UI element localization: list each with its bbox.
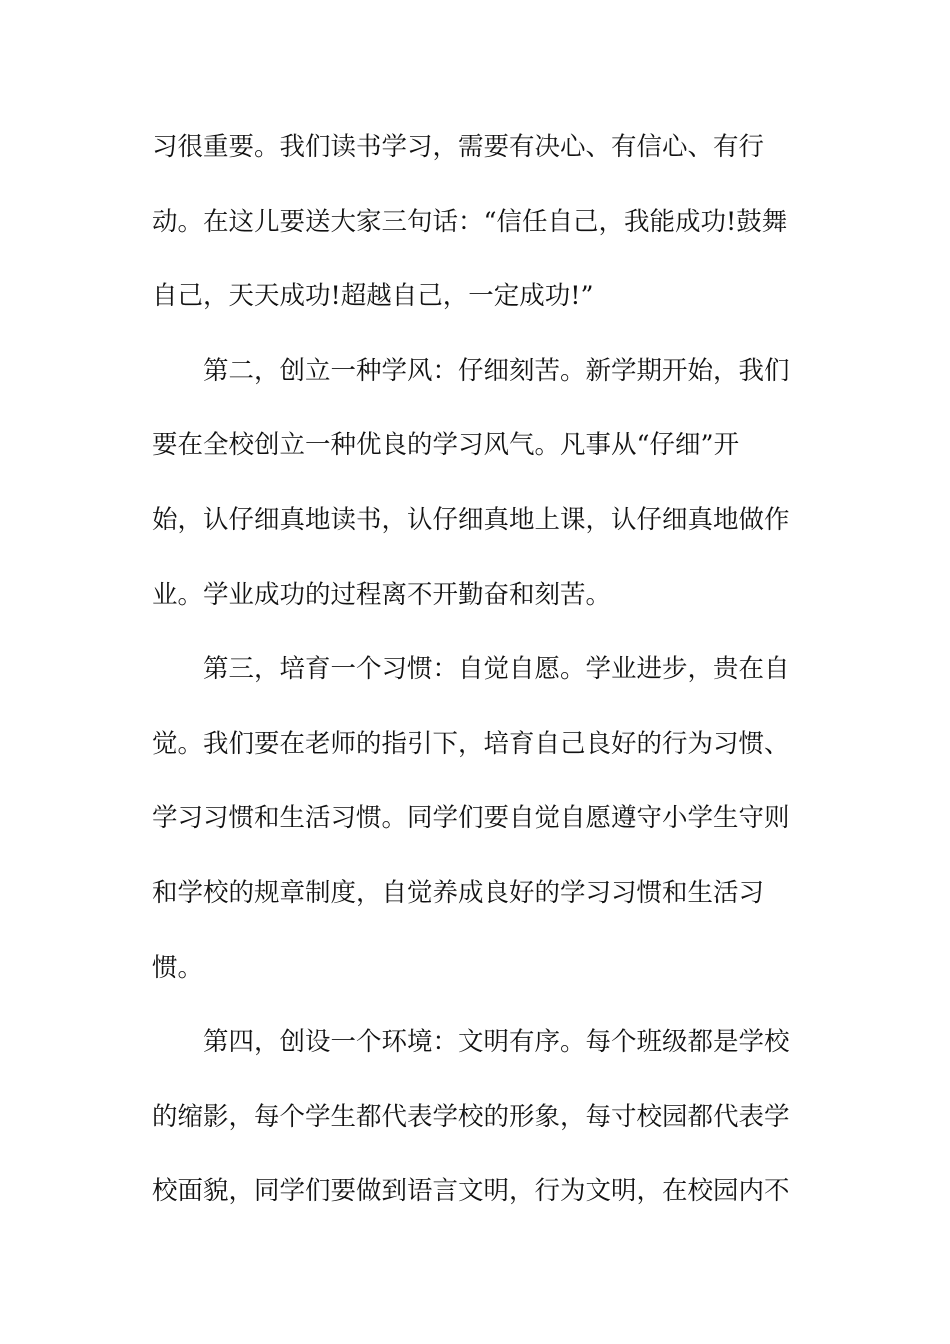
text-line-12: 惯。 [152, 952, 204, 983]
text-line-9: 觉。我们要在老师的指引下，培育自己良好的行为习惯、 [152, 728, 790, 759]
text-line-8: 第三，培育一个习惯：自觉自愿。学业进步，贵在自 [203, 654, 790, 685]
text-line-5: 要在全校创立一种优良的学习风气。凡事从“仔细”开 [152, 430, 740, 461]
text-line-14: 的缩影，每个学生都代表学校的形象，每寸校园都代表学 [152, 1101, 790, 1132]
document-body [152, 129, 812, 1248]
text-line-10: 学习习惯和生活习惯。同学们要自觉自愿遵守小学生守则 [152, 803, 790, 834]
text-line-13: 第四，创设一个环境：文明有序。每个班级都是学校 [203, 1027, 790, 1058]
text-line-15: 校面貌，同学们要做到语言文明，行为文明，在校园内不 [152, 1176, 790, 1207]
text-line-6: 始，认仔细真地读书，认仔细真地上课，认仔细真地做作 [152, 504, 790, 535]
text-line-4: 第二，创立一种学风：仔细刻苦。新学期开始，我们 [203, 355, 790, 386]
text-line-3: 自己，天天成功!超越自己，一定成功!” [152, 281, 594, 312]
text-line-7: 业。学业成功的过程离不开勤奋和刻苦。 [152, 579, 612, 610]
text-line-11: 和学校的规章制度，自觉养成良好的学习习惯和生活习 [152, 877, 765, 908]
text-line-2: 动。在这儿要送大家三句话：“信任自己，我能成功!鼓舞 [152, 206, 788, 237]
text-line-1: 习很重要。我们读书学习，需要有决心、有信心、有行 [152, 132, 765, 162]
